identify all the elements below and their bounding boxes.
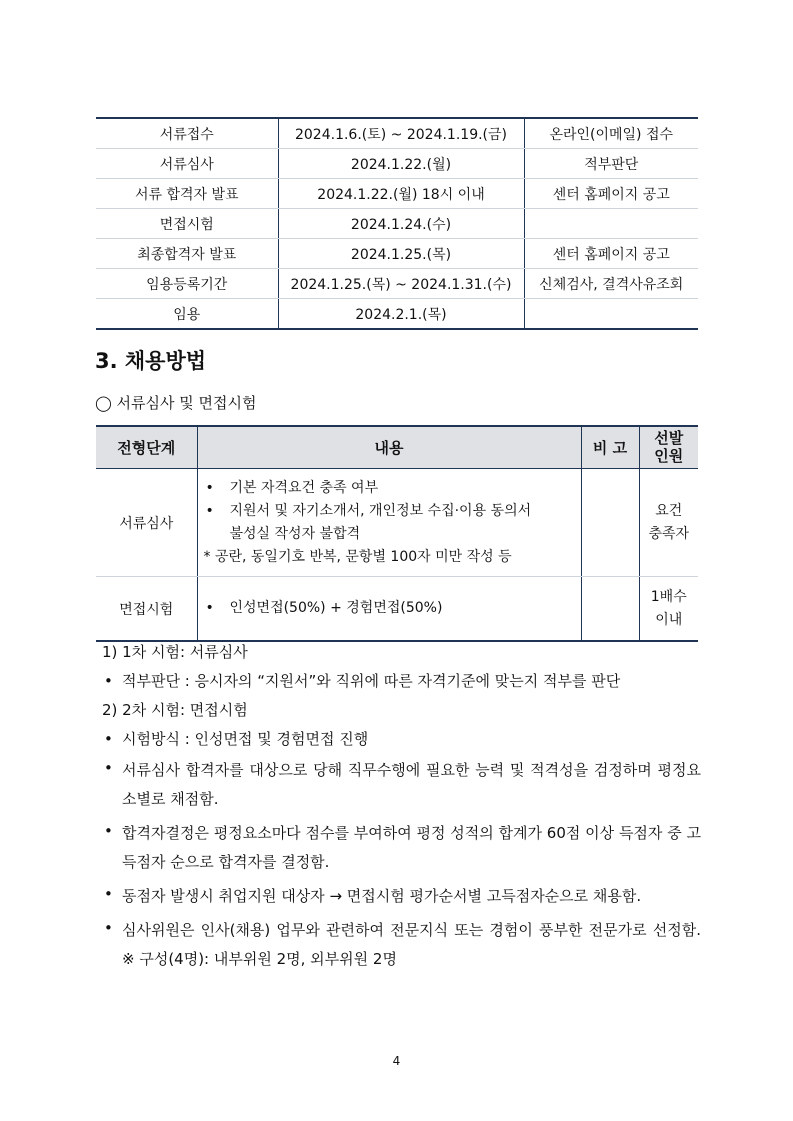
schedule-note xyxy=(524,209,698,239)
schedule-date: 2024.1.24.(수) xyxy=(278,209,524,239)
stage-cell: 면접시험 xyxy=(96,577,197,642)
method-table xyxy=(96,425,698,642)
stage-cell: 서류심사 xyxy=(96,469,197,577)
bullet-icon: • xyxy=(104,919,113,937)
list-item xyxy=(204,477,575,500)
item-text: 적부판단 : 응시자의 “지원서”와 직위에 따른 자격기준에 맞는지 적부를 판단 xyxy=(122,672,621,690)
bullet-icon: • xyxy=(205,479,214,496)
step1-heading: 1) 1차 시험: 서류심사 xyxy=(102,643,248,661)
table-row xyxy=(96,118,698,149)
bullet-text: 기본 자격요건 충족 여부 xyxy=(229,479,379,496)
table-row xyxy=(96,239,698,269)
schedule-note: 센터 홈페이지 공고 xyxy=(524,239,698,269)
footnote: * 공란, 동일기호 반복, 문항별 100자 미만 작성 등 xyxy=(203,548,512,565)
bullet-icon: • xyxy=(104,885,113,903)
schedule-date: 2024.2.1.(목) xyxy=(278,299,524,330)
bullet-icon: • xyxy=(205,502,214,519)
selection-cell xyxy=(639,577,698,642)
list-item xyxy=(104,882,701,911)
list-item xyxy=(104,916,701,974)
page-number: 4 xyxy=(392,1054,401,1068)
item-text: 서류심사 합격자를 대상으로 당해 직무수행에 필요한 능력 및 적격성을 검정하며 평정요소별로 채점함. xyxy=(122,761,701,808)
schedule-step: 최종합격자 발표 xyxy=(96,239,278,269)
list-item xyxy=(104,727,701,751)
bullet-icon: • xyxy=(205,600,214,616)
list-item xyxy=(104,819,701,877)
section-subtitle: ◯ 서류심사 및 면접시험 xyxy=(95,394,257,412)
note-cell xyxy=(581,577,639,642)
selection-line2: 충족자 xyxy=(648,525,690,542)
schedule-table xyxy=(96,117,698,330)
schedule-date: 2024.1.22.(월) xyxy=(278,149,524,179)
schedule-note: 센터 홈페이지 공고 xyxy=(524,179,698,209)
header-content: 내용 xyxy=(197,426,581,469)
schedule-step: 서류심사 xyxy=(96,149,278,179)
table-row xyxy=(96,469,698,577)
schedule-step: 서류 합격자 발표 xyxy=(96,179,278,209)
table-row xyxy=(96,269,698,299)
header-selection-line1: 선발 xyxy=(654,429,684,448)
schedule-step: 서류접수 xyxy=(96,118,278,149)
content-cell xyxy=(197,577,581,642)
schedule-step: 임용등록기간 xyxy=(96,269,278,299)
item-text: 동점자 발생시 취업지원 대상자 → 면접시험 평가순서별 고득점자순으로 채용함. xyxy=(122,887,642,905)
schedule-note: 적부판단 xyxy=(524,149,698,179)
table-row xyxy=(96,179,698,209)
schedule-date: 2024.1.6.(토) ~ 2024.1.19.(금) xyxy=(278,118,524,149)
list-item xyxy=(104,669,701,693)
schedule-note xyxy=(524,299,698,330)
schedule-date: 2024.1.25.(목) xyxy=(278,239,524,269)
content-cell xyxy=(197,469,581,577)
selection-cell xyxy=(639,469,698,577)
selection-line1: 요건 xyxy=(655,502,683,519)
bullet-text xyxy=(230,500,532,546)
bullet-icon: • xyxy=(104,759,113,777)
header-selection xyxy=(639,426,698,469)
list-item xyxy=(204,500,575,546)
bullet-text: 인성면접(50%) + 경험면접(50%) xyxy=(229,600,443,616)
table-row xyxy=(96,577,698,642)
item-text: 심사위원은 인사(채용) 업무와 관련하여 전문지식 또는 경험이 풍부한 전문가로 선정함. ※ 구성(4명): 내부위원 2명, 외부위원 2명 xyxy=(122,921,701,968)
selection-line1: 1배수 xyxy=(650,588,687,605)
schedule-note: 신체검사, 결격사유조회 xyxy=(524,269,698,299)
bullet-icon: • xyxy=(104,730,113,748)
schedule-date: 2024.1.22.(월) 18시 이내 xyxy=(278,179,524,209)
schedule-step: 면접시험 xyxy=(96,209,278,239)
section-title: 3. 채용방법 xyxy=(95,349,207,373)
note-cell xyxy=(581,469,639,577)
list-item xyxy=(104,756,701,814)
table-header-row xyxy=(96,426,698,469)
header-note: 비 고 xyxy=(581,426,639,469)
item-text: 합격자결정은 평정요소마다 점수를 부여하여 평정 성적의 합계가 60점 이상 득점자 중 고득점자 순으로 합격자를 결정함. xyxy=(122,824,701,871)
schedule-step: 임용 xyxy=(96,299,278,330)
list-item xyxy=(204,597,575,620)
item-text: 시험방식 : 인성면접 및 경험면접 진행 xyxy=(122,730,369,748)
selection-line2: 이내 xyxy=(655,611,683,628)
step2-heading: 2) 2차 시험: 면접시험 xyxy=(102,701,248,719)
bullet-text-line1: 지원서 및 자기소개서, 개인정보 수집·이용 동의서 xyxy=(229,502,532,519)
table-row xyxy=(96,299,698,330)
table-row xyxy=(96,209,698,239)
schedule-date: 2024.1.25.(목) ~ 2024.1.31.(수) xyxy=(278,269,524,299)
bullet-icon: • xyxy=(104,822,113,840)
body-text xyxy=(95,640,701,979)
bullet-text-line2: 불성실 작성자 불합격 xyxy=(229,525,361,542)
header-stage: 전형단계 xyxy=(96,426,197,469)
table-row xyxy=(96,149,698,179)
header-selection-line2: 인원 xyxy=(654,446,684,465)
bullet-icon: • xyxy=(104,672,113,690)
schedule-note: 온라인(이메일) 접수 xyxy=(524,118,698,149)
